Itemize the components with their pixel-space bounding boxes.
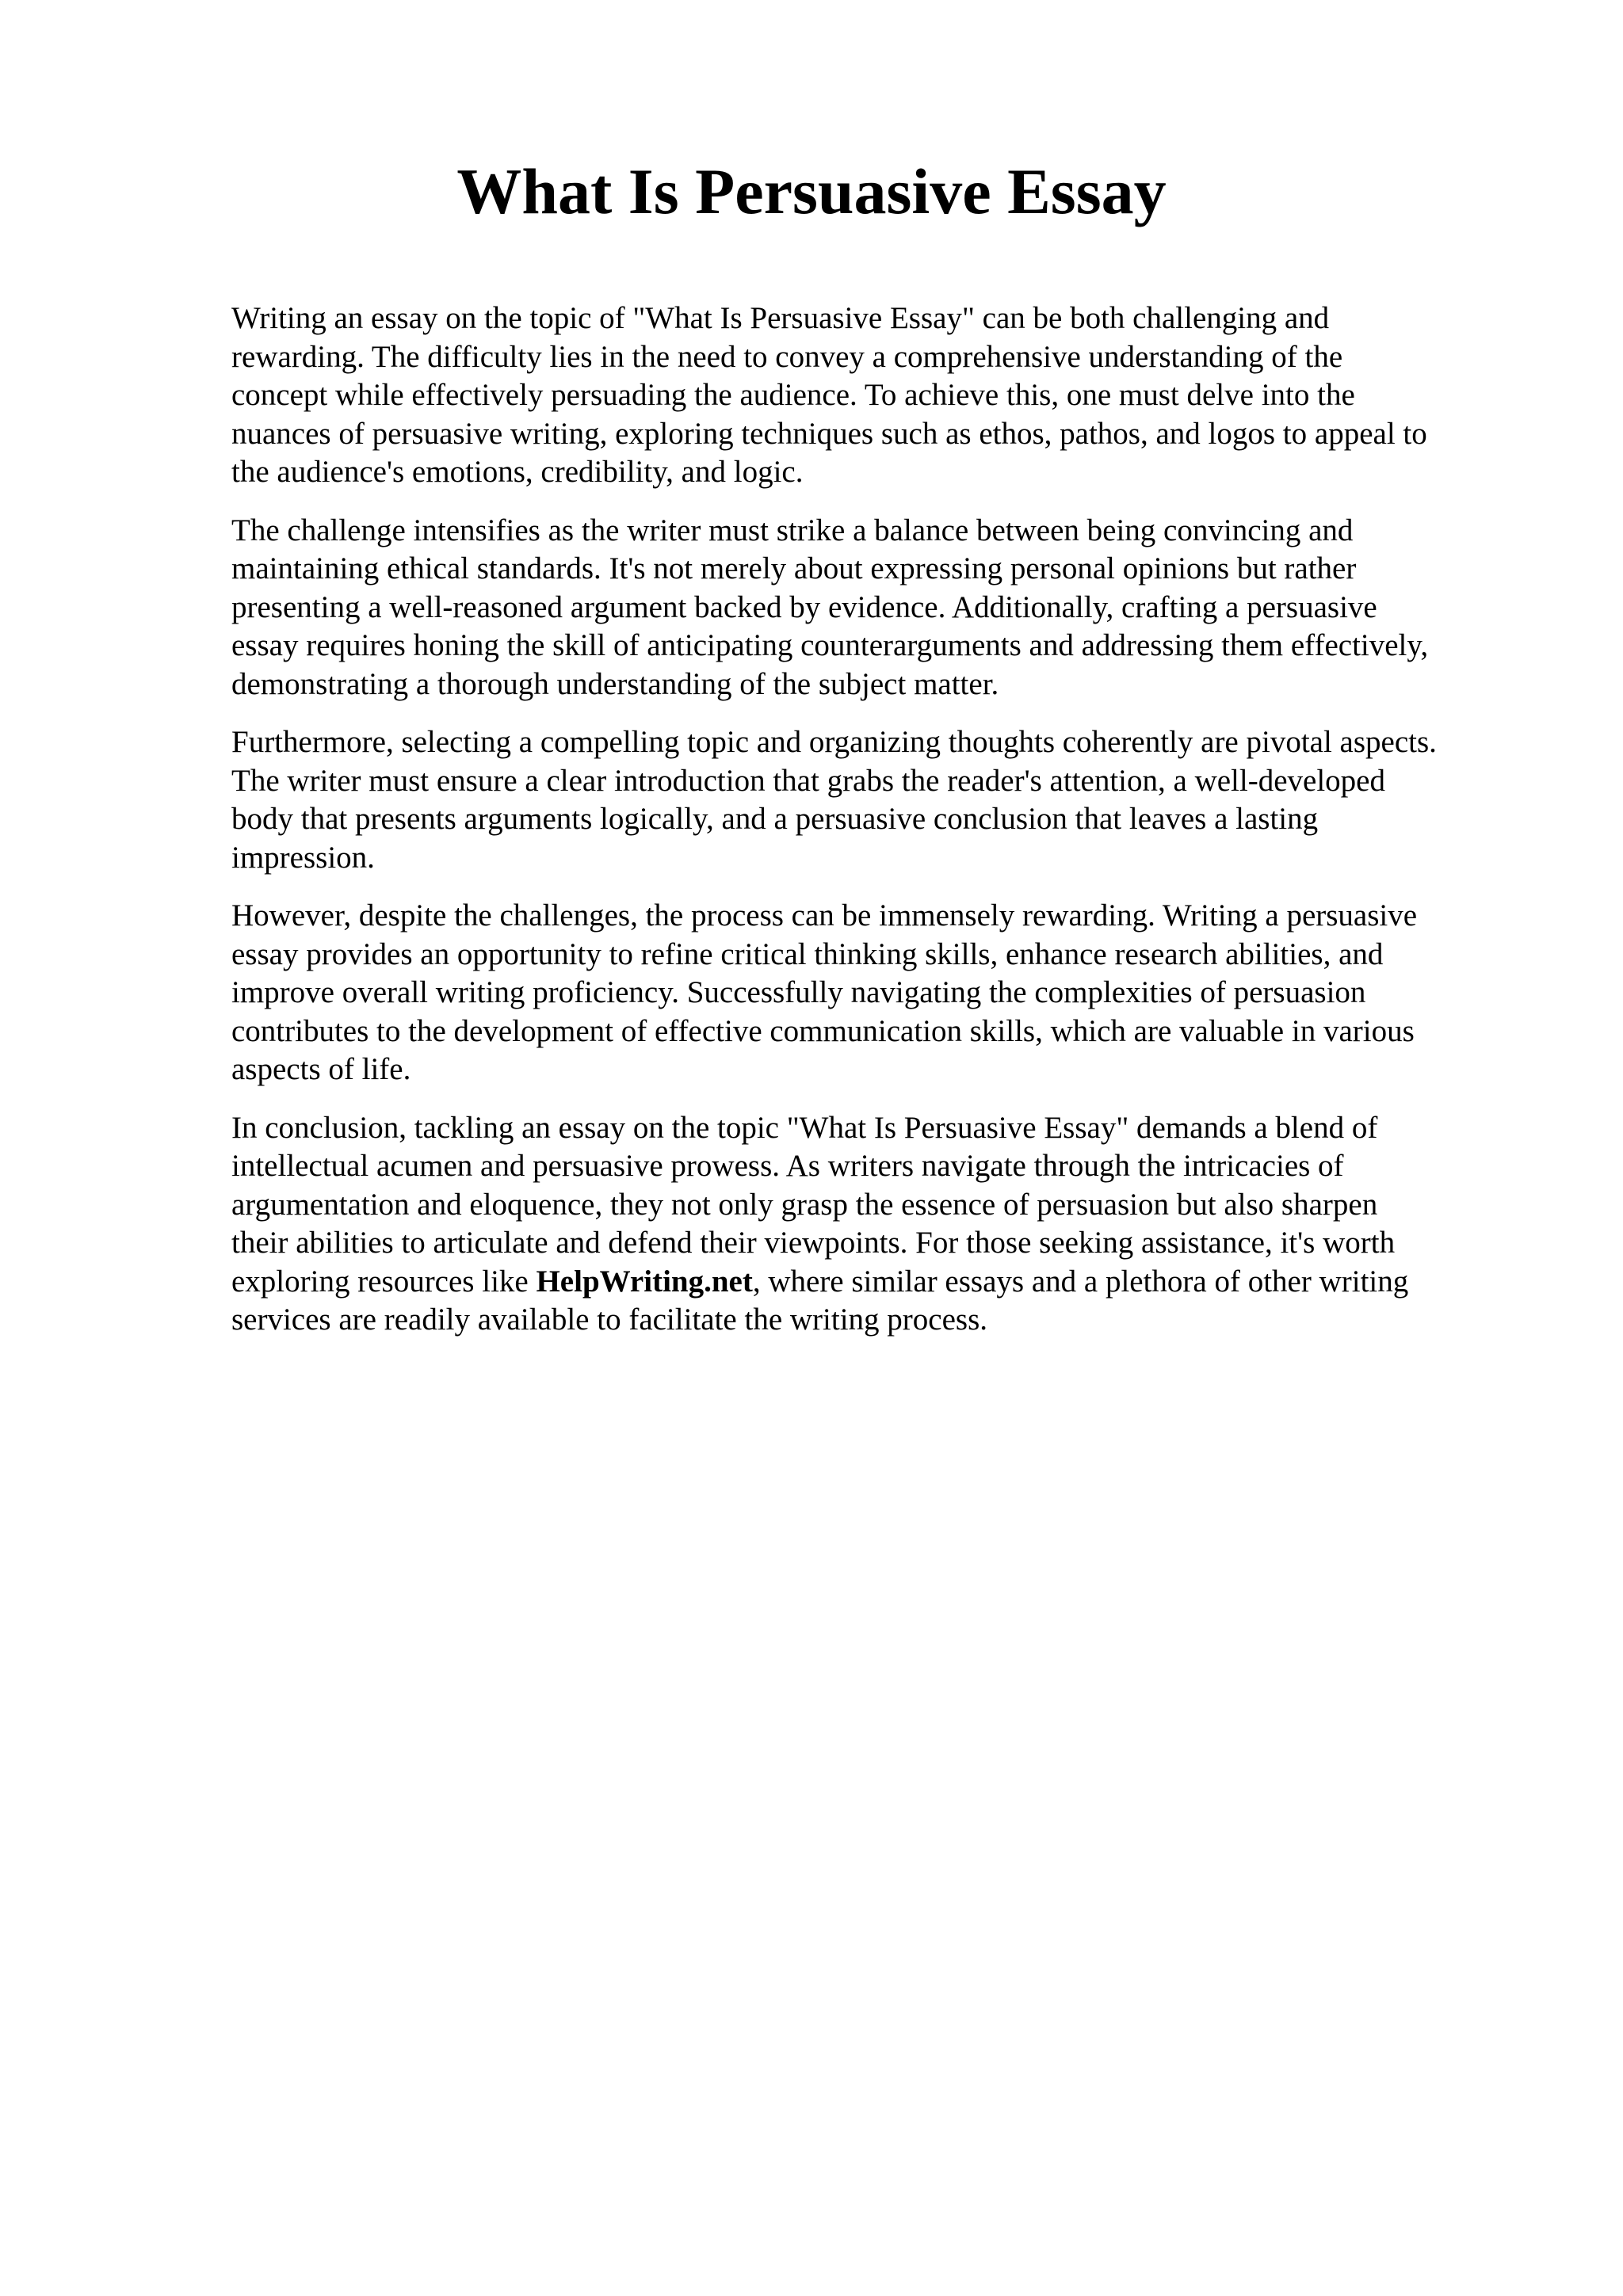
text-line: However, despite the challenges, the process can be immensely rewarding. Writing a persuasive: [231, 898, 1418, 933]
text-line: concept while effectively persuading the audience. To achieve this, one must delve into the: [231, 378, 1355, 412]
text-line-with-link: [231, 1263, 1531, 1302]
text-line: Furthermore, selecting a compelling topic and organizing thoughts coherently are pivotal aspects.: [231, 725, 1437, 759]
text-line: Writing an essay on the topic of "What Is Persuasive Essay" can be both challenging and: [231, 301, 1330, 335]
text-line: contributes to the development of effective communication skills, which are valuable in various: [231, 1013, 1415, 1048]
text-line: argumentation and eloquence, they not only grasp the essence of persuasion but also sharpen: [231, 1187, 1378, 1222]
text-line: impression.: [231, 840, 375, 875]
paragraph-challenge: [231, 512, 1531, 704]
text-line: rewarding. The difficulty lies in the need to convey a comprehensive understanding of the: [231, 339, 1343, 374]
text-line: the audience's emotions, credibility, and logic.: [231, 455, 804, 489]
text-line: their abilities to articulate and defend their viewpoints. For those seeking assistance, it's worth: [231, 1226, 1396, 1260]
text-line: essay provides an opportunity to refine critical thinking skills, enhance research abilities, and: [231, 936, 1384, 971]
text-line: maintaining ethical standards. It's not merely about expressing personal opinions but rather: [231, 551, 1357, 585]
text-line: The writer must ensure a clear introduction that grabs the reader's attention, a well-developed: [231, 763, 1385, 798]
text-line: services are readily available to facilitate the writing process.: [231, 1302, 987, 1337]
paragraph-rewards: [231, 897, 1531, 1089]
text-line: aspects of life.: [231, 1052, 411, 1086]
link-lead-text: exploring resources like: [231, 1264, 537, 1299]
link-trail-text: , where similar essays and a plethora of other writing: [752, 1264, 1409, 1299]
document-body: [231, 299, 1531, 1360]
text-line: intellectual acumen and persuasive prowess. As writers navigate through the intricacies of: [231, 1149, 1344, 1183]
text-line: body that presents arguments logically, and a persuasive conclusion that leaves a lasting: [231, 802, 1319, 836]
text-line: improve overall writing proficiency. Successfully navigating the complexities of persuasion: [231, 975, 1366, 1009]
text-line: presenting a well-reasoned argument backed by evidence. Additionally, crafting a persuasive: [231, 589, 1377, 624]
text-line: essay requires honing the skill of anticipating counterarguments and addressing them effectively,: [231, 628, 1429, 662]
helpwriting-link[interactable]: HelpWriting.net: [536, 1264, 753, 1299]
paragraph-intro: [231, 299, 1531, 492]
text-line: In conclusion, tackling an essay on the topic "What Is Persuasive Essay" demands a blend of: [231, 1110, 1378, 1145]
text-line: demonstrating a thorough understanding of the subject matter.: [231, 666, 999, 701]
paragraph-conclusion: [231, 1109, 1531, 1340]
text-line: nuances of persuasive writing, exploring techniques such as ethos, pathos, and logos to appeal to: [231, 416, 1427, 451]
document-title: What Is Persuasive Essay: [456, 155, 1167, 227]
paragraph-structure: [231, 723, 1531, 877]
text-line: The challenge intensifies as the writer must strike a balance between being convincing and: [231, 513, 1354, 547]
